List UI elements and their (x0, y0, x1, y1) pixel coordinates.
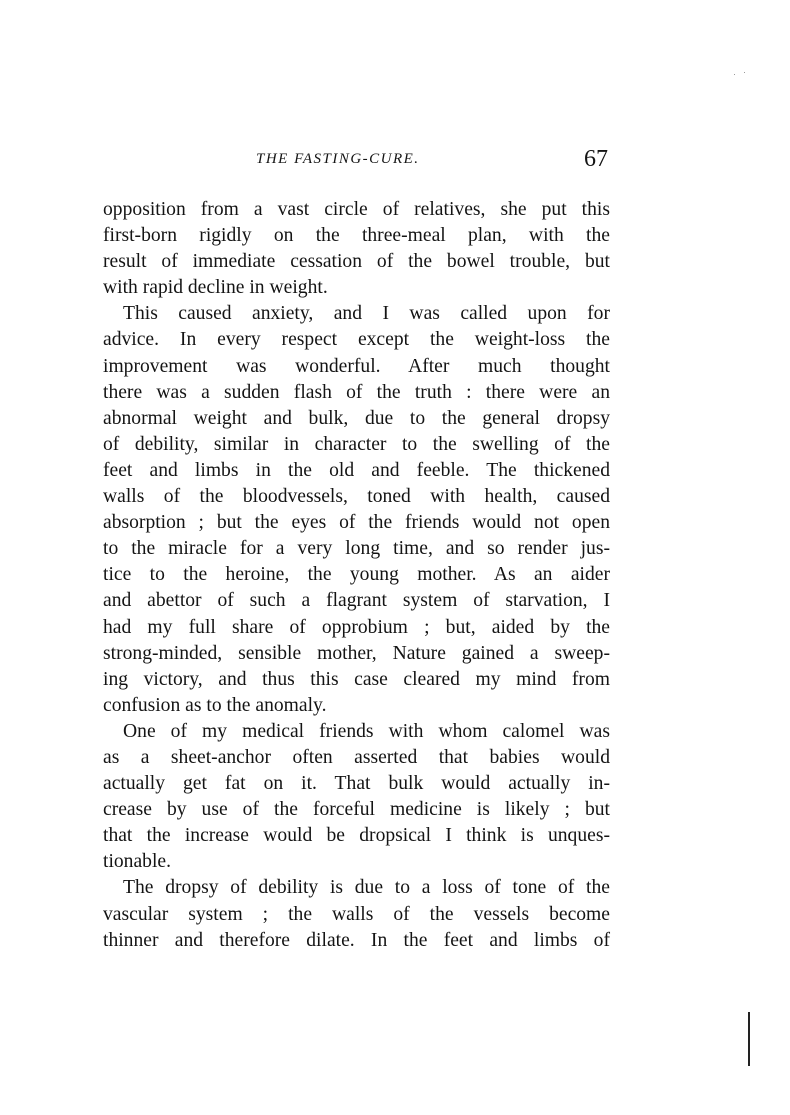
text-line: improvement was wonderful. After much thought (103, 355, 610, 377)
scan-speck (734, 74, 735, 75)
text-line: This caused anxiety, and I was called upon for (123, 303, 610, 325)
text-line: walls of the bloodvessels, toned with health, caused (103, 486, 610, 508)
scan-speck (744, 72, 745, 73)
text-line: first-born rigidly on the three-meal plan, with the (103, 225, 610, 247)
text-line: and abettor of such a flagrant system of starvation, I (103, 590, 610, 612)
text-line: had my full share of opprobium ; but, aided by the (103, 616, 610, 638)
text-line: actually get fat on it. That bulk would actually in- (103, 773, 610, 795)
text-line: of debility, similar in character to the swelling of the (103, 433, 610, 455)
page-edge-mark (748, 1012, 750, 1066)
text-line: result of immediate cessation of the bowel trouble, but (103, 251, 610, 273)
text-line: advice. In every respect except the weight-loss the (103, 329, 610, 351)
text-line: tice to the heroine, the young mother. As an aider (103, 564, 610, 586)
text-line: absorption ; but the eyes of the friends would not open (103, 512, 610, 534)
text-line: abnormal weight and bulk, due to the general dropsy (103, 407, 610, 429)
page-number: 67 (584, 146, 608, 172)
running-title: THE FASTING-CURE. (256, 151, 420, 167)
text-line: ing victory, and thus this case cleared my mind from (103, 668, 610, 690)
text-line: crease by use of the forceful medicine is likely ; but (103, 799, 610, 821)
text-line: opposition from a vast circle of relatives, she put this (103, 199, 610, 220)
text-line: The dropsy of debility is due to a loss of tone of the (123, 877, 610, 899)
text-line: there was a sudden flash of the truth : there were an (103, 381, 610, 403)
text-line: confusion as to the anomaly. (103, 694, 327, 716)
running-head (104, 146, 610, 176)
text-line: as a sheet-anchor often asserted that babies would (103, 746, 610, 768)
text-line: feet and limbs in the old and feeble. The thickened (103, 459, 610, 481)
text-line: thinner and therefore dilate. In the feet and limbs of (103, 929, 610, 951)
text-line: strong-minded, sensible mother, Nature gained a sweep- (103, 642, 610, 664)
text-line: tionable. (103, 851, 172, 873)
text-line: One of my medical friends with whom calomel was (123, 720, 610, 742)
text-line: to the miracle for a very long time, and so render jus- (103, 538, 610, 560)
text-line: that the increase would be dropsical I think is unques- (103, 825, 610, 847)
text-line: with rapid decline in weight. (103, 277, 328, 299)
body-text (103, 197, 610, 954)
text-line: vascular system ; the walls of the vessels become (103, 903, 610, 925)
